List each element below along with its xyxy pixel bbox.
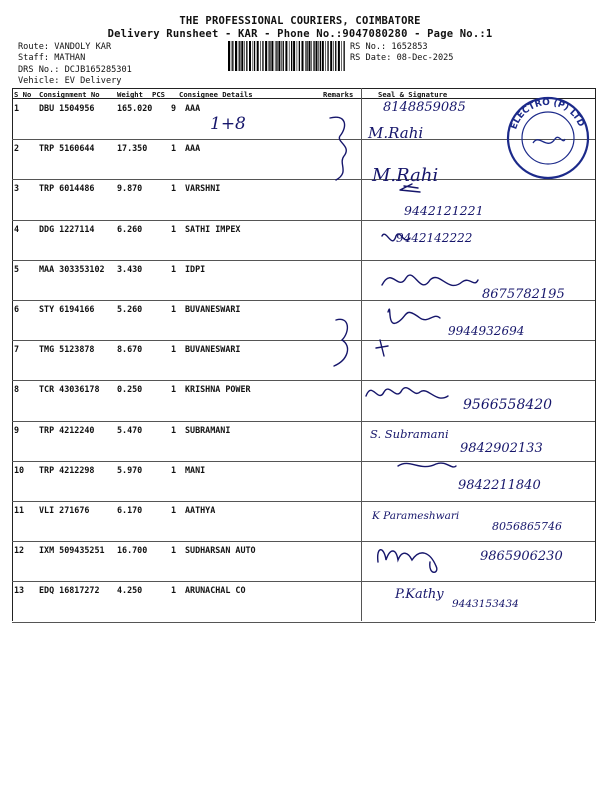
rs-number: RS No.: 1652853 — [350, 42, 428, 52]
row-consignee: AAA — [185, 143, 201, 154]
phone-row4: 9442142222 — [396, 231, 473, 245]
row-consignment-no: TRP 4212298 — [39, 464, 95, 475]
row-weight: 17.350 — [117, 143, 148, 154]
row-consignee: VARSHNI — [185, 183, 221, 194]
phone-row11: 8056865746 — [492, 520, 562, 533]
bracket-rows1-2 — [330, 117, 346, 180]
vehicle-label: Vehicle: EV Delivery — [18, 76, 122, 86]
row-consignee: BUVANESWARI — [185, 344, 241, 355]
arrow-mark-row3 — [400, 184, 420, 192]
row-consignment-no: DBU 1504956 — [39, 103, 95, 113]
row-sno: 12 — [14, 545, 25, 556]
row-pcs: 1 — [171, 384, 177, 395]
row-consignment-no: TRP 4212240 — [39, 424, 95, 435]
col-sno: S No — [14, 90, 32, 99]
row-consignment-no: TRP 6014486 — [39, 183, 95, 194]
row-weight: 0.250 — [117, 384, 143, 395]
signature-row13: P.Kathy — [395, 587, 444, 602]
row-sno: 10 — [14, 464, 25, 475]
row-weight: 5.260 — [117, 304, 143, 314]
col-seal-signature: Seal & Signature — [378, 90, 448, 99]
signature-scrawl-row10 — [398, 463, 456, 467]
row-consignment-no: TCR 43036178 — [39, 384, 100, 395]
phone-row3: 9442121221 — [404, 203, 484, 218]
col-consignee: Consignee Details — [179, 90, 253, 99]
row-consignment-no: MAA 303353102 — [39, 263, 105, 274]
signature-scrawl-row7 — [376, 340, 388, 356]
signature-row9: S. Subramani — [370, 427, 449, 441]
col-consignment: Consignment No — [39, 90, 100, 99]
row-consignee: ARUNACHAL CO — [185, 585, 246, 596]
company-title: THE PROFESSIONAL COURIERS, COIMBATORE — [179, 15, 421, 27]
row-consignee: BUVANESWARI — [185, 304, 241, 314]
signature-scrawl-row8 — [366, 388, 448, 398]
row-pcs: 1 — [171, 545, 177, 556]
row-consignment-no: TMG 5123878 — [39, 344, 95, 355]
signature-scrawl-row6 — [388, 309, 440, 323]
row-pcs: 1 — [171, 464, 177, 475]
row-sno: 8 — [14, 384, 20, 395]
svg-text:ELECTRO (P) LTD — [509, 98, 585, 131]
phone-row9: 9842902133 — [460, 441, 543, 456]
row-consignment-no: VLI 271676 — [39, 505, 90, 515]
runsheet-subtitle: Delivery Runsheet - KAR - Phone No.:9047080280 - Page No.:1 — [107, 28, 493, 40]
row-consignee: KRISHNA POWER — [185, 384, 251, 395]
signature-scrawl-row5 — [382, 275, 478, 285]
phone-row12: 9865906230 — [480, 549, 563, 564]
row-weight: 5.970 — [117, 464, 143, 475]
row-consignment-no: DDG 1227114 — [39, 223, 95, 234]
row-consignee: SUBRAMANI — [185, 424, 231, 435]
row-pcs: 1 — [171, 585, 177, 596]
row-weight: 6.260 — [117, 223, 143, 234]
phone-row6: 9944932694 — [448, 324, 525, 338]
row-pcs: 1 — [171, 344, 177, 355]
row-weight: 6.170 — [117, 505, 143, 515]
row-sno: 13 — [14, 585, 25, 596]
company-seal-stamp — [503, 93, 593, 183]
row-pcs: 1 — [171, 143, 177, 154]
signature-row1: M.Rahi — [368, 124, 424, 142]
row-sno: 6 — [14, 304, 20, 314]
handwritten-note-row1: 1+8 — [210, 114, 246, 134]
row-weight: 5.470 — [117, 424, 143, 435]
signature-scrawl-row12 — [378, 550, 437, 573]
phone-row8: 9566558420 — [463, 397, 553, 413]
row-consignee: AATHYA — [185, 505, 216, 515]
col-pcs: PCS — [152, 90, 165, 99]
row-pcs: 1 — [171, 183, 177, 194]
row-consignment-no: STY 6194166 — [39, 304, 95, 314]
row-sno: 3 — [14, 183, 20, 194]
signature-scrawl-row4 — [382, 234, 410, 241]
row-consignee: SATHI IMPEX — [185, 223, 241, 234]
row-weight: 8.670 — [117, 344, 143, 355]
bracket-rows6-7 — [334, 319, 348, 366]
row-weight: 4.250 — [117, 585, 143, 596]
signature-row11: K Parameshwari — [372, 510, 460, 522]
col-weight: Weight — [117, 90, 143, 99]
phone-row1: 8148859085 — [383, 100, 466, 115]
seal-text: ELECTRO (P) LTD — [509, 97, 586, 131]
row-pcs: 1 — [171, 304, 177, 314]
row-consignment-no: TRP 5160644 — [39, 143, 95, 154]
row-consignee: MANI — [185, 464, 206, 475]
phone-row5: 8675782195 — [482, 287, 565, 302]
phone-row13: 9443153434 — [452, 598, 519, 610]
signature-row2: M.Rahi — [372, 165, 439, 186]
phone-row10: 9842211840 — [458, 478, 541, 493]
staff-label: Staff: MATHAN — [18, 53, 86, 63]
row-consignee: SUDHARSAN AUTO — [185, 545, 256, 556]
row-weight: 16.700 — [117, 545, 148, 556]
row-sno: 5 — [14, 263, 20, 274]
drs-number: DRS No.: DCJB165285301 — [18, 65, 132, 75]
row-sno: 1 — [14, 103, 20, 113]
row-weight: 165.020 — [117, 103, 153, 113]
row-weight: 9.870 — [117, 183, 143, 194]
row-pcs: 1 — [171, 505, 177, 515]
col-remarks: Remarks — [323, 90, 354, 99]
row-weight: 3.430 — [117, 263, 143, 274]
row-sno: 4 — [14, 223, 20, 234]
row-consignment-no: IXM 509435251 — [39, 545, 105, 556]
route-label: Route: VANDOLY KAR — [18, 42, 112, 52]
row-sno: 2 — [14, 143, 20, 154]
row-pcs: 9 — [171, 103, 177, 113]
row-consignee: IDPI — [185, 263, 206, 274]
row-pcs: 1 — [171, 223, 177, 234]
row-consignee: AAA — [185, 103, 201, 113]
row-pcs: 1 — [171, 424, 177, 435]
row-sno: 11 — [14, 505, 25, 515]
row-sno: 9 — [14, 424, 20, 435]
rs-date: RS Date: 08-Dec-2025 — [350, 53, 454, 63]
row-consignment-no: EDQ 16817272 — [39, 585, 100, 596]
row-pcs: 1 — [171, 263, 177, 274]
row-sno: 7 — [14, 344, 20, 355]
